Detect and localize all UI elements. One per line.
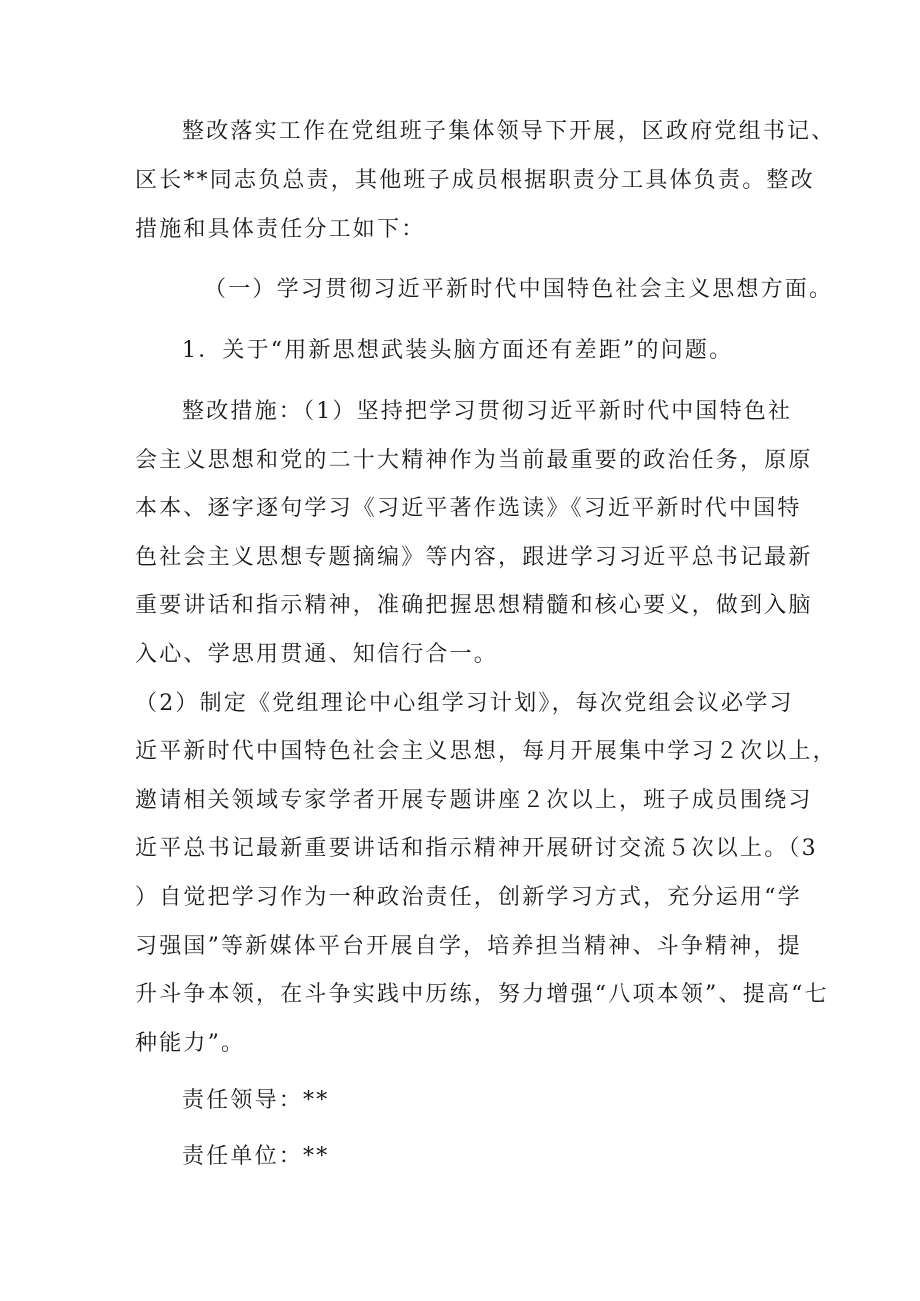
measures-line-3: 本本、逐字逐句学习《习近平著作选读》《习近平新时代中国特 [135, 496, 802, 521]
measures-line-1: 整改措施：（1）坚持把学习贯彻习近平新时代中国特色社 [182, 399, 793, 424]
intro-line-2: 区长**同志负总责，其他班子成员根据职责分工具体负责。整改 [135, 168, 815, 193]
intro-line-1: 整改落实工作在党组班子集体领导下开展，区政府党组书记、 [182, 119, 836, 144]
measures-line-8: 近平新时代中国特色社会主义思想，每月开展集中学习２次以上， [135, 739, 837, 764]
responsible-unit: 责任单位：** [182, 1144, 330, 1169]
measures-line-11: ）自觉把学习作为一种政治责任，创新学习方式，充分运用“学 [135, 885, 802, 910]
measures-line-12: 习强国”等新媒体平台开展自学，培养担当精神、斗争精神，提 [135, 934, 802, 959]
measures-line-7: （2）制定《党组理论中心组学习计划》，每次党组会议必学习 [135, 691, 794, 716]
measures-line-4: 色社会主义思想专题摘编》等内容，跟进学习习近平总书记最新 [135, 545, 813, 570]
section-heading: （一）学习贯彻习近平新时代中国特色社会主义思想方面。 [204, 277, 834, 302]
measures-line-10: 近平总书记最新重要讲话和指示精神开展研讨交流５次以上。（3 [135, 836, 818, 861]
measures-line-14: 种能力”。 [135, 1031, 246, 1056]
intro-line-3: 措施和具体责任分工如下： [135, 217, 426, 242]
responsible-leader: 责任领导：** [182, 1088, 330, 1113]
measures-line-5: 重要讲话和指示精神，准确把握思想精髓和核心要义，做到入脑 [135, 593, 813, 618]
measures-line-9: 邀请相关领域专家学者开展专题讲座２次以上，班子成员围绕习 [135, 788, 813, 813]
measures-line-2: 会主义思想和党的二十大精神作为当前最重要的政治任务，原原 [135, 448, 813, 473]
issue-heading: 1．关于“用新思想武装头脑方面还有差距”的问题。 [182, 338, 734, 363]
measures-line-13: 升斗争本领，在斗争实践中历练，努力增强“八项本领”、提高“七 [135, 982, 829, 1007]
measures-line-6: 入心、学思用贯通、知信行合一。 [135, 642, 499, 667]
